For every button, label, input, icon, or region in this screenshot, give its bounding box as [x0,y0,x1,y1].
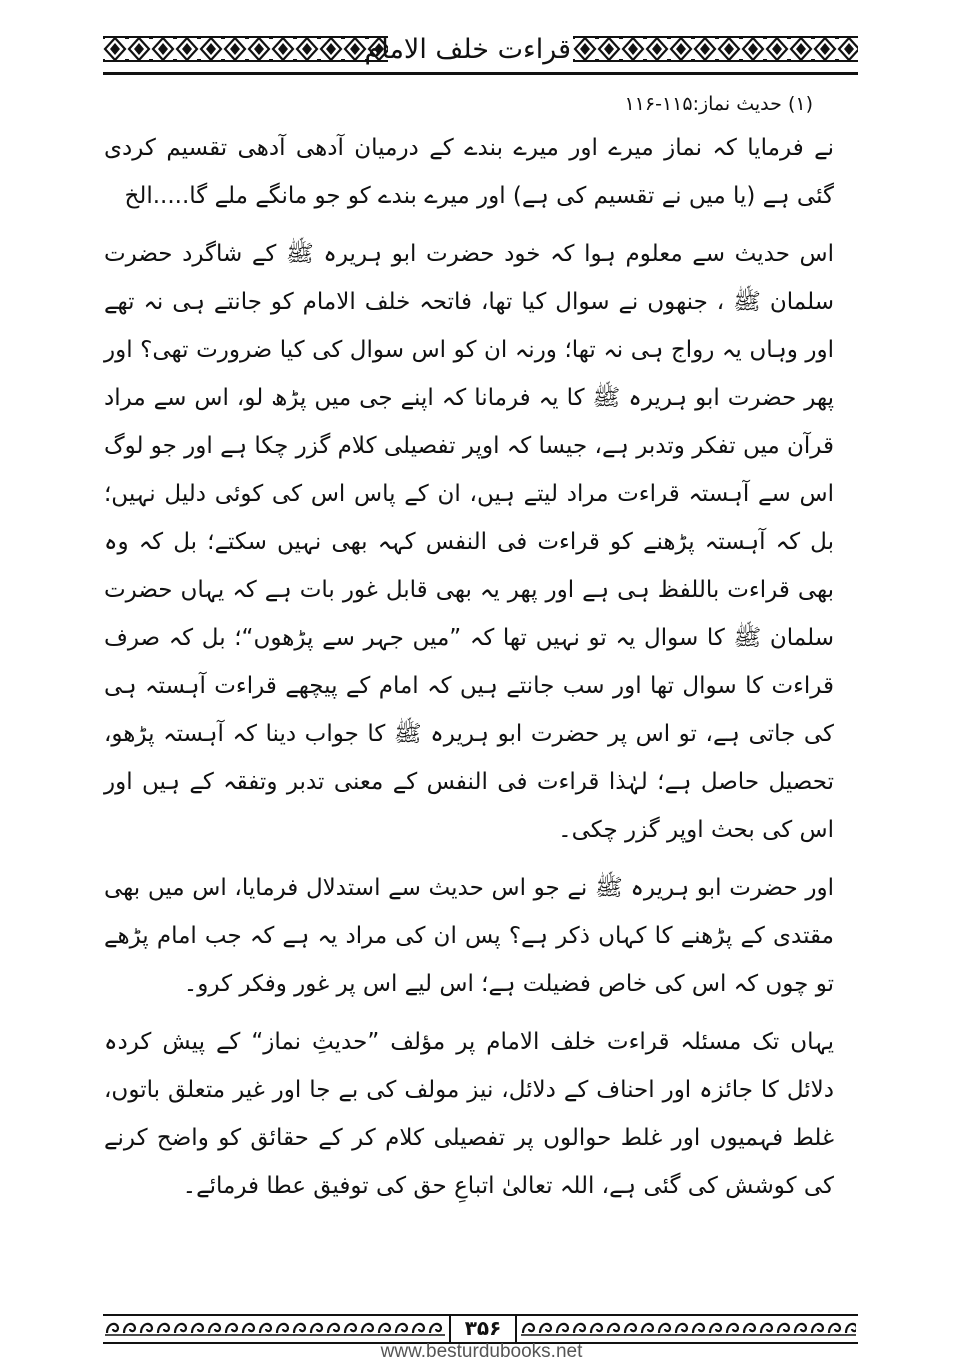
page-footer [103,1314,858,1344]
header-ornament-left [103,36,388,62]
body-text [104,124,834,1210]
paragraph: اور حضرت ابو ہریرہ ﷺ نے جو اس حدیث سے استدلال فرمایا، اس میں بھی مقتدی کے پڑھنے کا کہاں ذکر ہے؟ پس ان کی مراد یہ ہے کہ جب امام پڑھے تو چوں کہ اس کی خاص فضیلت ہے؛ اس لیے اس پر غور وفکر کرو۔ [104,875,834,997]
paragraph: یہاں تک مسئلہ قراءت خلف الامام پر مؤلف ”حدیثِ نماز“ کے پیش کردہ دلائل کا جائزہ اور احناف کے دلائل، نیز مولف کی بے جا اور غیر متعلق باتوں، غلط فہمیوں اور غلط حوالوں پر تفصیلی کلام کر کے حقائق کو واضح کرنے کی کوشش کی گئی ہے، اللہ تعالیٰ اتباعِ حق کی توفیق عطا فرمائے۔ [104,1029,834,1199]
header-ornament-right [573,36,858,62]
footer-ornament-right [521,1319,856,1337]
page-number: ۳۵۶ [449,1314,517,1344]
website-watermark: www.besturdubooks.net [380,1341,583,1362]
page-header [103,28,858,72]
running-title: قراءت خلف الامام [364,34,571,65]
paragraph: اس حدیث سے معلوم ہوا کہ خود حضرت ابو ہریرہ ﷺ کے شاگرد حضرت سلمان ﷺ ، جنھوں نے سوال کیا تھا، فاتحہ خلف الامام کو جانتے ہی نہ تھے اور وہاں یہ رواج ہی نہ تھا؛ ورنہ ان کو اس سوال کی کیا ضرورت تھی؟ اور پھر حضرت ابو ہریرہ ﷺ کا یہ فرمانا کہ اپنے جی میں پڑھ لو، اس سے مراد قرآن میں تفکر وتدبر ہے، جیسا کہ اوپر تفصیلی کلام گزر چکا ہے اور جو لوگ اس سے آہستہ قراءت مراد لیتے ہیں، ان کے پاس اس کی کوئی دلیل نہیں؛ بل کہ آہستہ پڑھنے کو قراءت فی النفس کہہ بھی نہیں سکتے؛ بل کہ وہ بھی قراءت باللفظ ہی ہے اور پھر یہ بھی قابل غور بات ہے کہ یہاں حضرت سلمان ﷺ کا سوال یہ تو نہیں تھا کہ ”میں جہر سے پڑھوں“؛ بل کہ صرف قراءت کا سوال تھا اور سب جانتے ہیں کہ امام کے پیچھے قراءت آہستہ ہی کی جاتی ہے، تو اس پر حضرت ابو ہریرہ ﷺ کا جواب دینا کہ آہستہ پڑھو، تحصیل حاصل ہے؛ لہٰذا قراءت فی النفس کے معنی تدبر وتفقہ کے ہیں اور اس کی بحث اوپر گزر چکی۔ [103,241,834,843]
paragraph: نے فرمایا کہ نماز میرے اور میرے بندے کے درمیان آدھی آدھی تقسیم کردی گئی ہے (یا میں نے تقسیم کی ہے) اور میرے بندے کو جو مانگے ملے گا.....الخ [104,135,834,209]
reference-line: (۱) حدیث نماز:۱۱۵-۱۱۶ [624,93,813,115]
header-rule [103,72,858,75]
footer-ornament-left [105,1319,445,1337]
